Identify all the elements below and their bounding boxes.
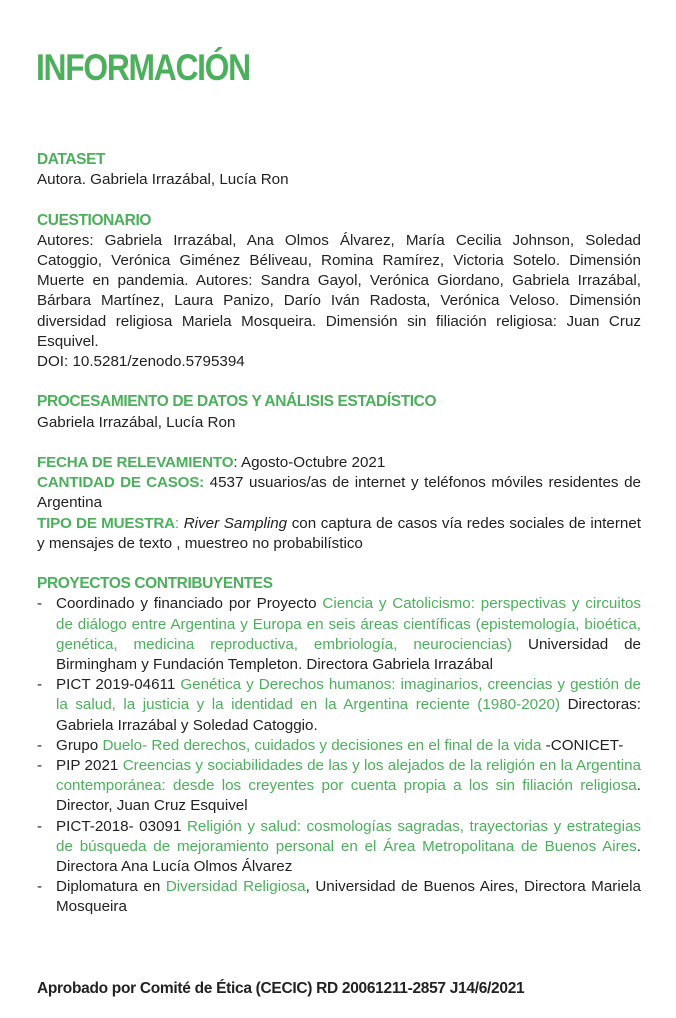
dash-bullet-icon: - [37, 595, 43, 613]
fecha-value: : Agosto-Octubre 2021 [233, 454, 386, 471]
procesamiento-heading: PROCESAMIENTO DE DATOS Y ANÁLISIS ESTADÍSTICO [37, 393, 437, 411]
project-prefix: PIP 2021 [56, 757, 123, 775]
project-suffix: . Director, Juan Cruz Esquivel [56, 777, 641, 815]
procesamiento-section [37, 392, 641, 432]
tipo-colon: : [174, 514, 180, 532]
project-name: Creencias y sociabilidades de las y los alejados de la religión en la Argentina contemporánea: desde los creyentes por cuenta propia a los sin filiación religiosa [56, 757, 641, 795]
project-name: Religión y salud: cosmologías sagradas, trayectorias y estrategias de búsqueda de mejoramiento personal en el Área Metropolitana de Buenos Aires [56, 817, 641, 855]
list-item [37, 877, 641, 917]
proyectos-heading: PROYECTOS CONTRIBUYENTES [37, 575, 273, 593]
cuestionario-section [37, 211, 641, 373]
tipo-italic: River Sampling [183, 514, 288, 532]
project-suffix: , Universidad de Buenos Aires, Directora Mariela Mosqueira [56, 878, 641, 916]
list-item [37, 756, 641, 817]
dash-bullet-icon: - [37, 817, 43, 835]
fecha-relevamiento [37, 453, 641, 473]
dash-bullet-icon: - [37, 878, 43, 896]
project-suffix: Universidad de Birmingham y Fundación Templeton. Directora Gabriela Irrazábal [56, 635, 641, 674]
project-suffix: -CONICET- [541, 736, 624, 754]
project-name: Genética y Derechos humanos: imaginarios, creencias y gestión de la salud, la justicia y la identidad en la Argentina reciente (1980-2020) [56, 676, 642, 714]
procesamiento-authors: Gabriela Irrazábal, Lucía Ron [37, 413, 236, 431]
project-name: Duelo- Red derechos, cuidados y decisiones en el final de la vida [102, 736, 542, 754]
cantidad-value: 4537 usuarios/as de internet y teléfonos móviles residentes de Argentina [37, 474, 641, 512]
dash-bullet-icon: - [37, 736, 43, 754]
info-content [37, 150, 641, 918]
list-item [37, 736, 641, 756]
cuestionario-authors: Autores: Gabriela Irrazábal, Ana Olmos Álvarez, María Cecilia Johnson, Soledad Catoggio, Verónica Giménez Béliveau, Romina Ramírez, Victoria Sotelo. Dimensión Muerte en pandemia. Autores: Sandra Gayol, Verónica Giordano, Gabriela Irrazábal, Bárbara Martínez, Laura Panizo, Darío Iván Radosta, Verónica Veloso. Dimensión diversidad religiosa Mariela Mosqueira. Dimensión sin filiación religiosa: Juan Cruz Esquivel. [37, 231, 641, 350]
dash-bullet-icon: - [37, 676, 43, 694]
project-name: Ciencia y Catolicismo: perspectivas y circuitos de diálogo entre Argentina y Europa en seis áreas científicas (epistemología, bioética, genética, medicina reproductiva, embriología, neurociencias) [56, 595, 642, 653]
project-prefix: Coordinado y financiado por Proyecto [56, 595, 323, 613]
tipo-value: con captura de casos vía redes sociales de internet y mensajes de texto , muestreo no probabilístico [37, 514, 641, 552]
project-suffix: Directoras: Gabriela Irrazábal y Soledad Catoggio. [56, 696, 641, 734]
project-prefix: Grupo [56, 736, 103, 754]
tipo-label: TIPO DE MUESTRA [37, 514, 175, 532]
project-prefix: PICT 2019-04611 [56, 676, 181, 694]
page-title: INFORMACIÓN [36, 46, 250, 88]
fecha-label: FECHA DE RELEVAMIENTO [37, 454, 234, 471]
dataset-authors: Autora. Gabriela Irrazábal, Lucía Ron [37, 171, 289, 189]
tipo-muestra [37, 514, 641, 554]
cuestionario-heading: CUESTIONARIO [37, 211, 152, 229]
project-prefix: PICT-2018- 03091 [56, 817, 187, 835]
dash-bullet-icon: - [37, 757, 43, 775]
cantidad-label: CANTIDAD DE CASOS: [37, 474, 205, 492]
survey-details [37, 453, 641, 554]
dataset-section [37, 150, 641, 190]
dataset-heading: DATASET [37, 151, 106, 168]
list-item [37, 817, 641, 878]
ethics-approval: Aprobado por Comité de Ética (CECIC) RD 20061211-2857 J14/6/2021 [37, 980, 525, 997]
list-item [37, 594, 641, 675]
project-prefix: Diplomatura en [56, 878, 166, 896]
list-item [37, 675, 641, 736]
project-suffix: . Directora Ana Lucía Olmos Álvarez [56, 837, 641, 876]
cuestionario-doi: DOI: 10.5281/zenodo.5795394 [37, 353, 245, 371]
cantidad-casos [37, 473, 641, 513]
proyectos-section [37, 574, 641, 917]
project-name: Diversidad Religiosa [165, 878, 306, 896]
projects-list [37, 594, 641, 917]
